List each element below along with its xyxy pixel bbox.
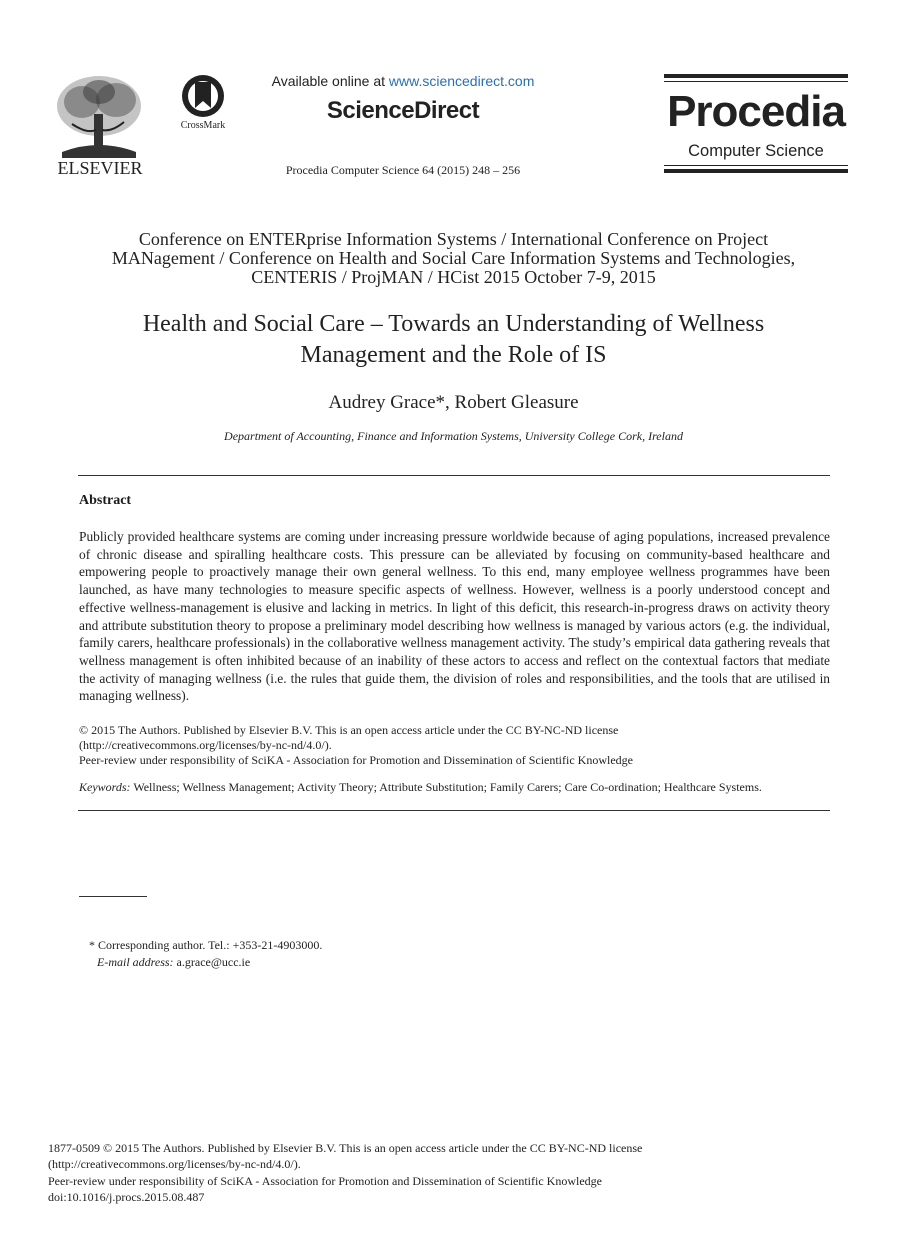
paper-title-line-2: Management and the Role of IS xyxy=(300,342,607,368)
footnote-rule xyxy=(79,896,147,897)
footer-doi[interactable]: doi:10.1016/j.procs.2015.08.487 xyxy=(48,1189,205,1204)
keywords xyxy=(79,780,830,795)
crossmark-label: CrossMark xyxy=(180,120,226,131)
conference-line-1: Conference on ENTERprise Information Systems / International Conference on Project xyxy=(138,229,769,249)
elsevier-logo-text: ELSEVIER xyxy=(57,158,143,178)
footer-license-block xyxy=(48,1140,868,1205)
abstract-copyright xyxy=(79,723,830,768)
paper-affiliation: Department of Accounting, Finance and Information Systems, University College Cork, Ireland xyxy=(224,429,683,443)
sciencedirect-link[interactable]: www.sciencedirect.com xyxy=(388,73,535,89)
conference-name xyxy=(60,230,847,287)
abstract-bottom-rule xyxy=(78,810,830,811)
available-online-line xyxy=(230,73,576,89)
copyright-license-link[interactable]: (http://creativecommons.org/licenses/by-nc-nd/4.0/). xyxy=(79,738,332,752)
footnote-email xyxy=(97,955,250,970)
conference-line-3: CENTERIS / ProjMAN / HCist 2015 October 7-9, 2015 xyxy=(251,267,656,287)
conference-line-2: MANagement / Conference on Health and Social Care Information Systems and Technologies, xyxy=(111,248,796,268)
paper-authors: Audrey Grace*, Robert Gleasure xyxy=(328,392,579,413)
abstract-top-rule xyxy=(78,475,830,476)
journal-reference: Procedia Computer Science 64 (2015) 248 – 256 xyxy=(285,163,521,177)
footer-line-3: Peer-review under responsibility of SciKA - Association for Promotion and Dissemination of Scientific Knowledge xyxy=(48,1173,602,1188)
keywords-list: Wellness; Wellness Management; Activity Theory; Attribute Substitution; Family Carers; Care Co-ordination; Healthcare Systems. xyxy=(130,780,762,794)
paper-title xyxy=(60,309,847,371)
procedia-subtitle: Computer Science xyxy=(688,142,824,160)
available-online-prefix: Available online at xyxy=(271,73,389,89)
email-label: E-mail address: xyxy=(97,955,174,969)
footer-line-1: 1877-0509 © 2015 The Authors. Published by Elsevier B.V. This is an open access article under the CC BY-NC-ND license xyxy=(48,1141,643,1155)
abstract-heading: Abstract xyxy=(79,493,132,508)
email-address[interactable]: a.grace@ucc.ie xyxy=(173,955,251,969)
sciencedirect-brand: ScienceDirect xyxy=(326,97,480,124)
paper-title-line-1: Health and Social Care – Towards an Understanding of Wellness xyxy=(142,311,765,337)
abstract-body: Publicly provided healthcare systems are coming under increasing pressure worldwide because of aging populations, increased prevalence of chronic disease and spiralling healthcare costs. This pressure can be alleviated by focusing on community-based healthcare and empowering people to proactively manage their own general wellness. To this end, many employee wellness programmes have been launched, as have many technologies to measure specific aspects of wellness. However, wellness is a poorly understood concept and effective wellness-management is elusive and lacking in metrics. In light of this deficit, this research-in-progress draws on activity theory and attribute substitution theory to propose a preliminary model describing how wellness is managed by various actors (e.g. the individual, family carers, healthcare professionals) in the collaborative wellness management activity. The study’s empirical data gathering reveals that wellness management is often inhibited because of an inability of these actors to access and reflect on the contextual factors that mediate the activity of managing wellness (i.e. the rules that guide them, the division of roles and responsibilities, and the tools that are utilised in managing wellness). xyxy=(79,529,830,704)
keywords-label: Keywords: xyxy=(79,780,131,794)
copyright-line-3: Peer-review under responsibility of SciKA - Association for Promotion and Dissemination of Scientific Knowledge xyxy=(79,753,633,767)
footer-license-link[interactable]: (http://creativecommons.org/licenses/by-nc-nd/4.0/). xyxy=(48,1157,301,1172)
procedia-brand: Procedia xyxy=(667,87,845,136)
footnote-corresponding-author: * Corresponding author. Tel.: +353-21-4903000. xyxy=(89,938,323,952)
copyright-line-1: © 2015 The Authors. Published by Elsevier B.V. This is an open access article under the CC BY-NC-ND license xyxy=(79,723,619,737)
